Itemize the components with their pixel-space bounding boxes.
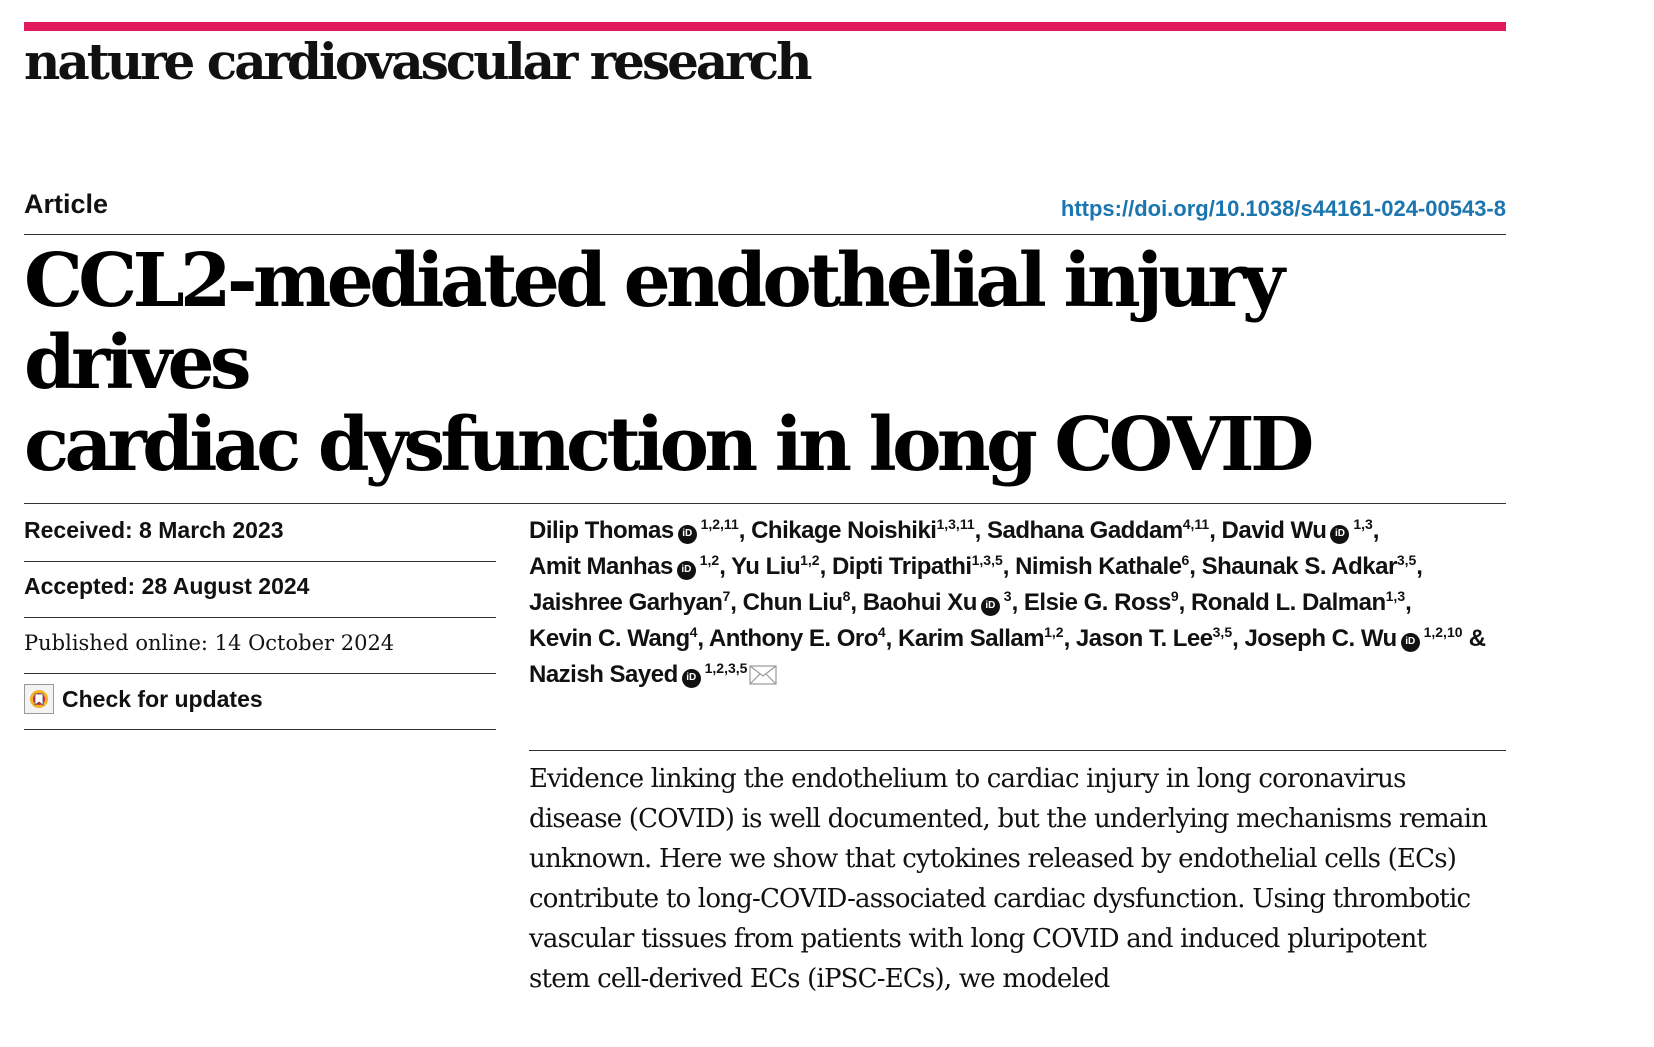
author-name[interactable] [709, 625, 886, 652]
affiliation-superscript: 4,11 [1182, 516, 1210, 532]
orcid-icon[interactable]: iD [1330, 525, 1349, 544]
author-name-text: Kevin C. Wang [529, 625, 690, 652]
affiliation-superscript: 4 [689, 624, 698, 640]
article-title [24, 240, 1524, 486]
author-name[interactable] [529, 625, 697, 652]
affiliation-superscript: 7 [722, 588, 731, 604]
author-name[interactable] [743, 589, 851, 616]
affiliation-superscript: 1,2 [695, 552, 720, 568]
author-name-text: Chikage Noishiki [751, 517, 937, 544]
author-name[interactable] [1076, 625, 1232, 652]
orcid-icon[interactable]: iD [678, 525, 697, 544]
abstract-rule [529, 750, 1506, 751]
author-name[interactable] [987, 517, 1209, 544]
orcid-icon[interactable]: iD [981, 597, 1000, 616]
author-name[interactable] [1244, 625, 1462, 652]
author-name[interactable] [529, 553, 719, 580]
author-name[interactable] [1024, 589, 1179, 616]
affiliation-superscript: 1,3,11 [936, 516, 975, 532]
author-name-text: Joseph C. Wu [1244, 625, 1397, 652]
author-name-text: Dipti Tripathi [831, 553, 972, 580]
author-name[interactable] [529, 589, 730, 616]
check-for-updates-button[interactable] [24, 684, 263, 714]
author-name[interactable] [898, 625, 1064, 652]
author-name-text: Dilip Thomas [529, 517, 674, 544]
check-updates-label: Check for updates [62, 685, 263, 712]
meta-divider [24, 729, 496, 730]
article-type: Article [24, 189, 109, 219]
orcid-icon[interactable]: iD [682, 669, 701, 688]
affiliation-superscript: 1,3,5 [971, 552, 1003, 568]
affiliation-superscript: 4 [877, 624, 886, 640]
journal-accent-bar [24, 22, 1506, 31]
header-rule [24, 234, 1506, 235]
affiliation-superscript: 1,3 [1349, 516, 1373, 532]
author-name-text: Yu Liu [731, 553, 801, 580]
doi-link[interactable]: https://doi.org/10.1038/s44161-024-00543-8 [1060, 196, 1506, 221]
author-name[interactable] [1015, 553, 1189, 580]
affiliation-superscript: 1,2 [1044, 624, 1064, 640]
affiliation-superscript: 8 [842, 588, 851, 604]
abstract: Evidence linking the endothelium to cardiac injury in long coronavirus disease (COVID) is well documented, but the underlying mechanisms remain unknown. Here we show that cytokines released by endothelial cells (ECs) contribute to long-COVID-associated cardiac dysfunction. Using thrombotic vascular tissues from patients with long COVID and induced pluripotent stem cell-derived ECs (iPSC-ECs), we modeled [529, 764, 1488, 994]
affiliation-superscript: 1,3 [1385, 588, 1406, 604]
affiliation-superscript: 6 [1181, 552, 1190, 568]
author-name[interactable] [1222, 517, 1373, 544]
affiliation-superscript: 3,5 [1396, 552, 1417, 568]
author-name-text: Nazish Sayed [529, 661, 678, 688]
affiliation-superscript: 1,2 [800, 552, 820, 568]
author-name-text: Nimish Kathale [1015, 553, 1182, 580]
section-rule [24, 503, 1506, 504]
author-name[interactable] [1202, 553, 1417, 580]
author-name-text: Anthony E. Oro [708, 625, 878, 652]
affiliation-superscript: 1,2,3,5 [700, 660, 748, 676]
author-name-text: David Wu [1221, 517, 1327, 544]
meta-divider [24, 561, 496, 562]
meta-divider [24, 673, 496, 674]
author-name[interactable] [731, 553, 819, 580]
affiliation-superscript: 9 [1170, 588, 1179, 604]
orcid-icon[interactable]: iD [677, 561, 696, 580]
published-date: Published online: 14 October 2024 [24, 631, 395, 655]
author-name-text: Chun Liu [742, 589, 843, 616]
author-name-text: Amit Manhas [529, 553, 673, 580]
author-name[interactable] [1191, 589, 1405, 616]
author-name-text: Elsie G. Ross [1023, 589, 1171, 616]
affiliation-superscript: 3 [999, 588, 1012, 604]
affiliation-superscript: 3,5 [1212, 624, 1233, 640]
author-name-text: Shaunak S. Adkar [1201, 553, 1397, 580]
title-line-1: CCL2-mediated endothelial injury drives [24, 238, 1281, 406]
author-name-text: Jaishree Garhyan [529, 589, 723, 616]
affiliation-superscript: 1,2,11 [696, 516, 739, 532]
author-name-text: Jason T. Lee [1075, 625, 1213, 652]
author-list: Dilip Thomas iD $^{1,2,11}$, Chikage Noishiki$^{1,3,11}$, Sadhana Gaddam$^{4,11}$, David Wu iD $^{1,3}$, Amit Manhas iD $^{1,2}$, Yu Liu$^{1,2}$, Dipti Tripathi$^{1,3,5}$, Nimish Kathale$^6$, Shaunak S. Adkar$^{3,5}$, Jaishree Garhyan$^7$, Chun Liu$^8$, Baohui Xu iD $^3$, Elsie G. Ross$^9$, Ronald L. Dalman$^{1,3}$, Kevin C. Wang$^4$, Anthony E. Oro$^4$, Karim Sallam$^{1,2}$, Jason T. Lee$^{3,5}$, Joseph C. Wu iD $^{1,2,10}$ & Nazish Sayed iD $^{1,2,3,5}$ [529, 516, 1486, 688]
author-name[interactable] [529, 517, 739, 544]
received-date: Received: 8 March 2023 [24, 517, 284, 543]
author-name[interactable] [529, 661, 777, 688]
accepted-date: Accepted: 28 August 2024 [24, 573, 310, 599]
author-name-text: Karim Sallam [898, 625, 1045, 652]
title-line-2: cardiac dysfunction in long COVID [24, 402, 1310, 488]
orcid-icon[interactable]: iD [1401, 633, 1420, 652]
author-name[interactable] [832, 553, 1003, 580]
author-name-text: Baohui Xu [862, 589, 977, 616]
meta-divider [24, 617, 496, 618]
email-icon[interactable] [749, 665, 777, 685]
author-name[interactable] [863, 589, 1012, 616]
author-name-text: Sadhana Gaddam [986, 517, 1183, 544]
author-name-text: Ronald L. Dalman [1190, 589, 1386, 616]
affiliation-superscript: 1,2,10 [1419, 624, 1463, 640]
journal-name: nature cardiovascular research [24, 32, 810, 91]
crossmark-icon [24, 684, 54, 714]
author-name[interactable] [751, 517, 975, 544]
